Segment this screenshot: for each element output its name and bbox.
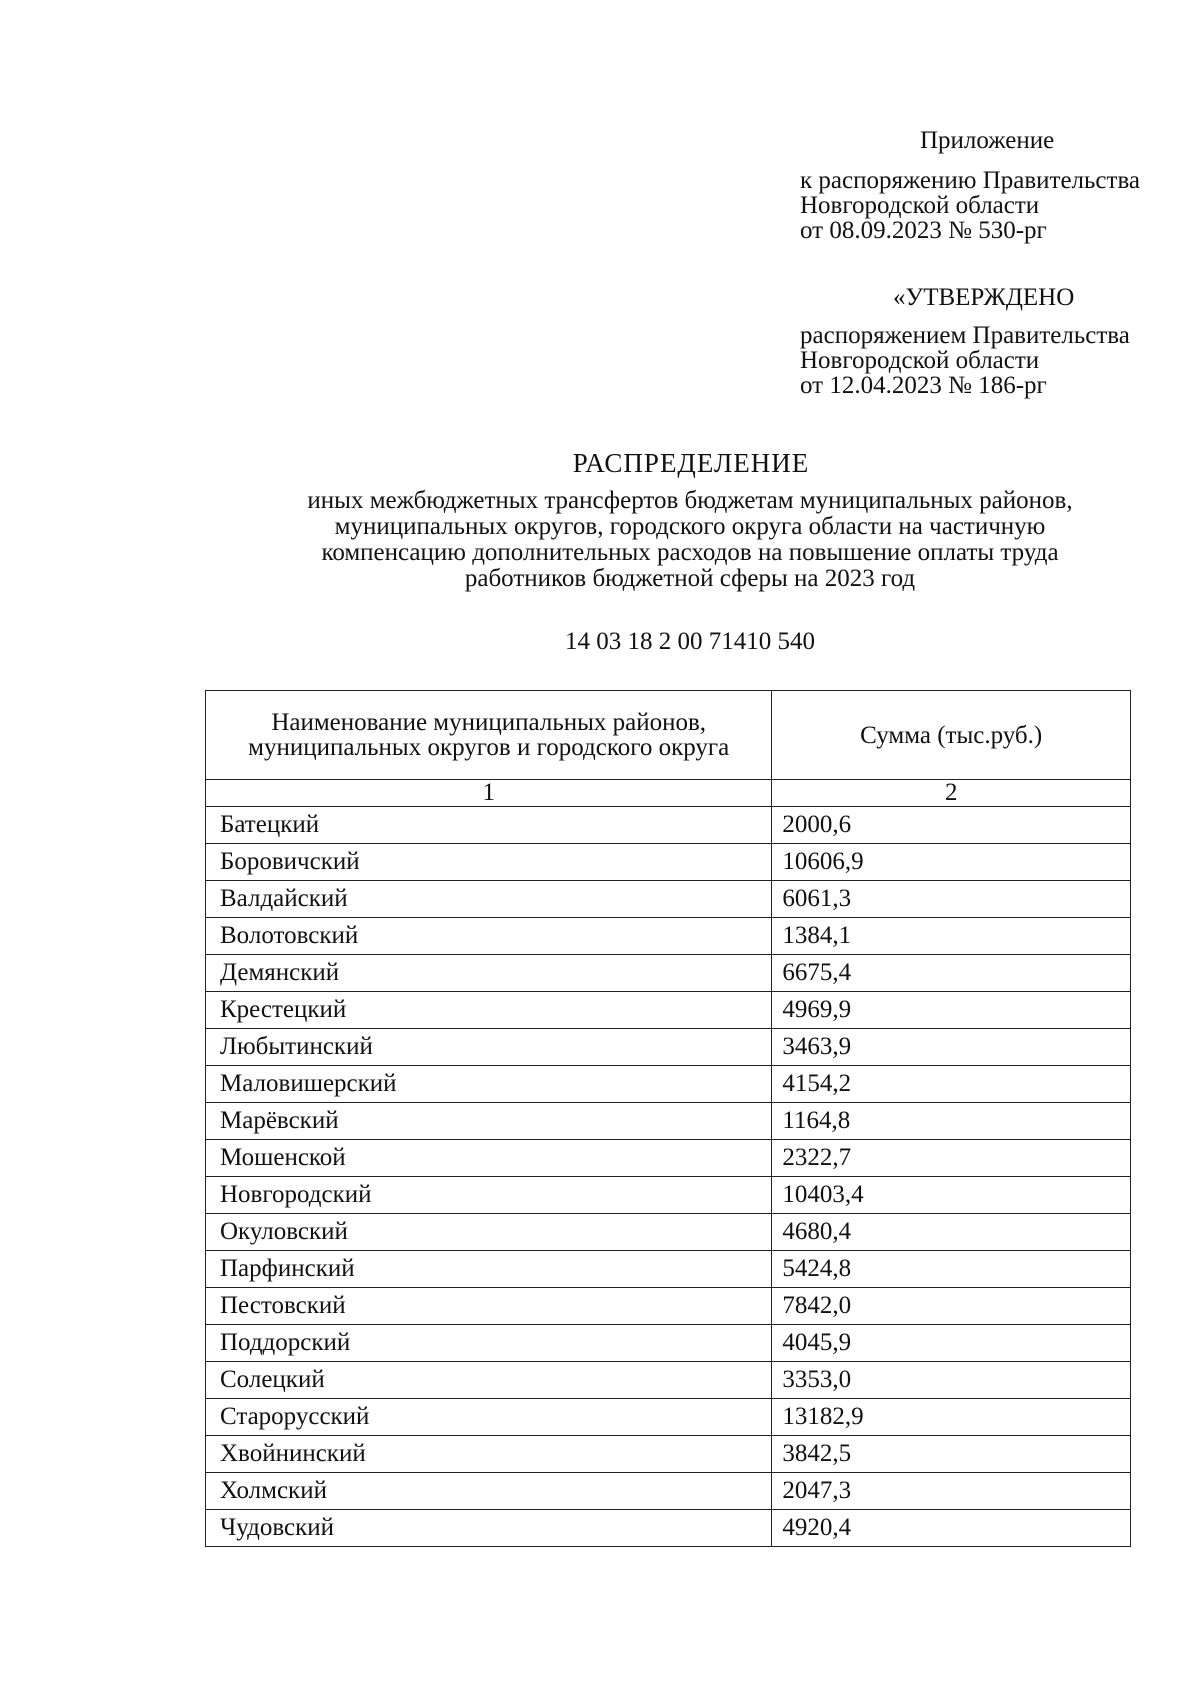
header-name-line: Наименование муниципальных районов, (271, 709, 707, 736)
table-row (206, 918, 1131, 955)
table-row (206, 1251, 1131, 1288)
municipality-name: Марёвский (206, 1103, 772, 1140)
amount-value: 3842,5 (772, 1436, 1131, 1473)
amount-value: 5424,8 (772, 1251, 1131, 1288)
municipality-name: Боровичский (206, 844, 772, 881)
amount-value: 1164,8 (772, 1103, 1131, 1140)
table-row (206, 1436, 1131, 1473)
distribution-table (205, 690, 1131, 1547)
municipality-name: Окуловский (206, 1214, 772, 1251)
amount-value: 4045,9 (772, 1325, 1131, 1362)
table-row (206, 955, 1131, 992)
document-subtitle (0, 488, 1200, 592)
municipality-name: Мошенской (206, 1140, 772, 1177)
column-number-row (206, 780, 1131, 807)
amount-value: 4920,4 (772, 1510, 1131, 1547)
appendix-block (800, 168, 1140, 243)
appendix-line: Новгородской области (800, 192, 1040, 219)
approved-block (800, 323, 1130, 398)
subtitle-line: муниципальных округов, городского округа области на частичную (334, 513, 1046, 540)
municipality-name: Маловишерский (206, 1066, 772, 1103)
table-row (206, 1473, 1131, 1510)
amount-value: 6675,4 (772, 955, 1131, 992)
table-row (206, 1399, 1131, 1436)
municipality-name: Валдайский (206, 881, 772, 918)
appendix-title: Приложение (920, 127, 1055, 154)
amount-value: 4680,4 (772, 1214, 1131, 1251)
amount-value: 2322,7 (772, 1140, 1131, 1177)
document-title: РАСПРЕДЕЛЕНИЕ (572, 448, 810, 478)
table-row (206, 1325, 1131, 1362)
column-number: 1 (206, 780, 772, 807)
amount-value: 10606,9 (772, 844, 1131, 881)
municipality-name: Батецкий (206, 807, 772, 844)
appendix-line: к распоряжению Правительства (800, 167, 1141, 194)
amount-value: 13182,9 (772, 1399, 1131, 1436)
table-body (206, 807, 1131, 1547)
amount-value: 2000,6 (772, 807, 1131, 844)
amount-value: 10403,4 (772, 1177, 1131, 1214)
municipality-name: Поддорский (206, 1325, 772, 1362)
table-row (206, 1510, 1131, 1547)
amount-value: 4969,9 (772, 992, 1131, 1029)
table-row (206, 1140, 1131, 1177)
approved-line: Новгородской области (800, 347, 1040, 374)
table-row (206, 1103, 1131, 1140)
table-header-row (206, 691, 1131, 780)
municipality-name: Волотовский (206, 918, 772, 955)
municipality-name: Холмский (206, 1473, 772, 1510)
table-row (206, 807, 1131, 844)
table-row (206, 1362, 1131, 1399)
municipality-name: Солецкий (206, 1362, 772, 1399)
approved-line: распоряжением Правительства (800, 322, 1130, 349)
amount-value: 4154,2 (772, 1066, 1131, 1103)
amount-value: 3463,9 (772, 1029, 1131, 1066)
table-row (206, 992, 1131, 1029)
table-row (206, 844, 1131, 881)
subtitle-line: компенсацию дополнительных расходов на повышение оплаты труда (321, 539, 1059, 566)
approved-line: от 12.04.2023 № 186-рг (800, 372, 1047, 399)
municipality-name: Демянский (206, 955, 772, 992)
amount-value: 2047,3 (772, 1473, 1131, 1510)
column-number: 2 (772, 780, 1131, 807)
table-row (206, 881, 1131, 918)
header-name-line: муниципальных округов и городского округа (248, 734, 730, 761)
municipality-name: Крестецкий (206, 992, 772, 1029)
header-amount: Сумма (тыс.руб.) (772, 691, 1131, 780)
municipality-name: Любытинский (206, 1029, 772, 1066)
budget-code: 14 03 18 2 00 71410 540 (565, 628, 815, 655)
municipality-name: Чудовский (206, 1510, 772, 1547)
municipality-name: Старорусский (206, 1399, 772, 1436)
amount-value: 6061,3 (772, 881, 1131, 918)
table-row (206, 1066, 1131, 1103)
amount-value: 7842,0 (772, 1288, 1131, 1325)
municipality-name: Пестовский (206, 1288, 772, 1325)
table-row (206, 1029, 1131, 1066)
approved-title: «УТВЕРЖДЕНО (893, 284, 1075, 311)
table-row (206, 1288, 1131, 1325)
table-row (206, 1177, 1131, 1214)
appendix-line: от 08.09.2023 № 530-рг (800, 217, 1047, 244)
amount-value: 3353,0 (772, 1362, 1131, 1399)
subtitle-line: работников бюджетной сферы на 2023 год (464, 565, 916, 592)
table-row (206, 1214, 1131, 1251)
municipality-name: Парфинский (206, 1251, 772, 1288)
subtitle-line: иных межбюджетных трансфертов бюджетам муниципальных районов, (307, 487, 1073, 514)
amount-value: 1384,1 (772, 918, 1131, 955)
header-name (206, 691, 772, 780)
municipality-name: Новгородский (206, 1177, 772, 1214)
municipality-name: Хвойнинский (206, 1436, 772, 1473)
